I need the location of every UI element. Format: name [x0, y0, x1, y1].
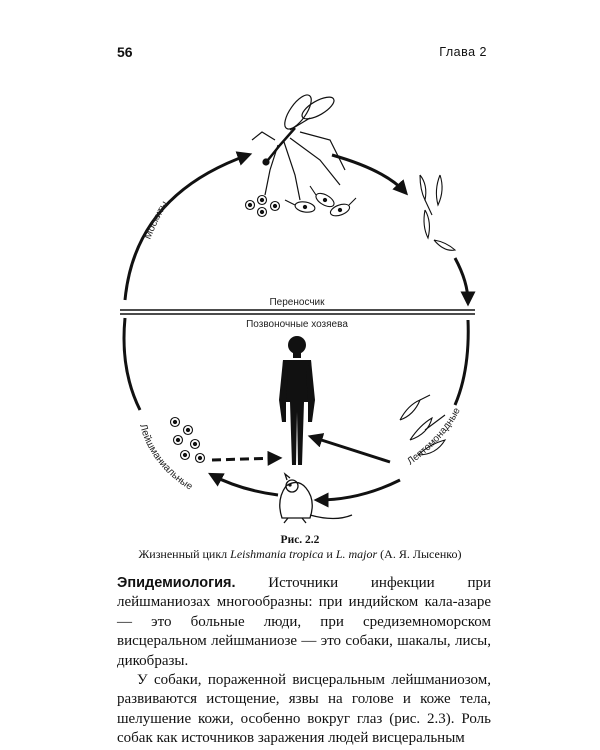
paragraph-1-text: Источники инфекции при лейшманиозах многообразны: при индийском кала-азаре — это больные люди, при средиземноморском висцеральном лейшманиозе — это собаки, шакалы, лисы, дикобразы.: [117, 575, 491, 669]
mosquito-illustration: [252, 91, 345, 200]
cycle-arc-bottom-left: [212, 475, 278, 495]
caption-and: и: [323, 547, 336, 561]
label-leishmanial-forms: Лейшманиальные: [137, 422, 195, 493]
arrow-to-human: [312, 437, 390, 462]
figure-caption: [0, 547, 600, 562]
cycle-arc-bottom-right: [318, 480, 400, 500]
cycle-arc-top-right: [332, 155, 405, 192]
human-silhouette: [279, 336, 315, 465]
label-vertebrate-hosts: Позвоночные хозяева: [246, 319, 348, 330]
caption-species-2: L. major: [335, 547, 378, 561]
label-mosquitoes: Москиты: [142, 199, 171, 242]
caption-author: (А. Я. Лысенко): [377, 547, 462, 561]
paragraph-2: У собаки, пораженной висцеральным лейшманиозом, развиваются истощение, язвы на голове и коже тела, шелушение кожи, особенно вокруг глаз (рис. 2.3). Роль собак как источников заражения людей висцеральным: [117, 672, 491, 747]
figure-number: Рис. 2.2: [280, 534, 320, 546]
leptomonads-right-upper: [420, 175, 455, 250]
cycle-arc-left-lower: [124, 318, 140, 410]
paragraph-1-lead: Эпидемиология.: [117, 575, 236, 591]
cycle-arc-top-left: [125, 155, 248, 300]
chapter-header: Глава 2: [439, 45, 487, 59]
body-text: [117, 574, 491, 749]
life-cycle-figure: [0, 70, 600, 530]
paragraph-1: [117, 574, 491, 671]
page-number: 56: [117, 44, 133, 60]
dashed-arrow: [212, 458, 278, 460]
cycle-arc-right-lower: [455, 320, 468, 405]
caption-species-1: Leishmania tropica: [230, 547, 324, 561]
cycle-arc-right: [455, 258, 468, 302]
label-leptomonad-forms: Лептомонадные: [405, 406, 463, 468]
amastigotes-top: [246, 196, 280, 217]
promastigotes-top: [285, 186, 356, 218]
amastigotes-left: [171, 418, 205, 463]
caption-prefix: Жизненный цикл: [138, 547, 231, 561]
label-vector: Переносчик: [269, 297, 325, 308]
